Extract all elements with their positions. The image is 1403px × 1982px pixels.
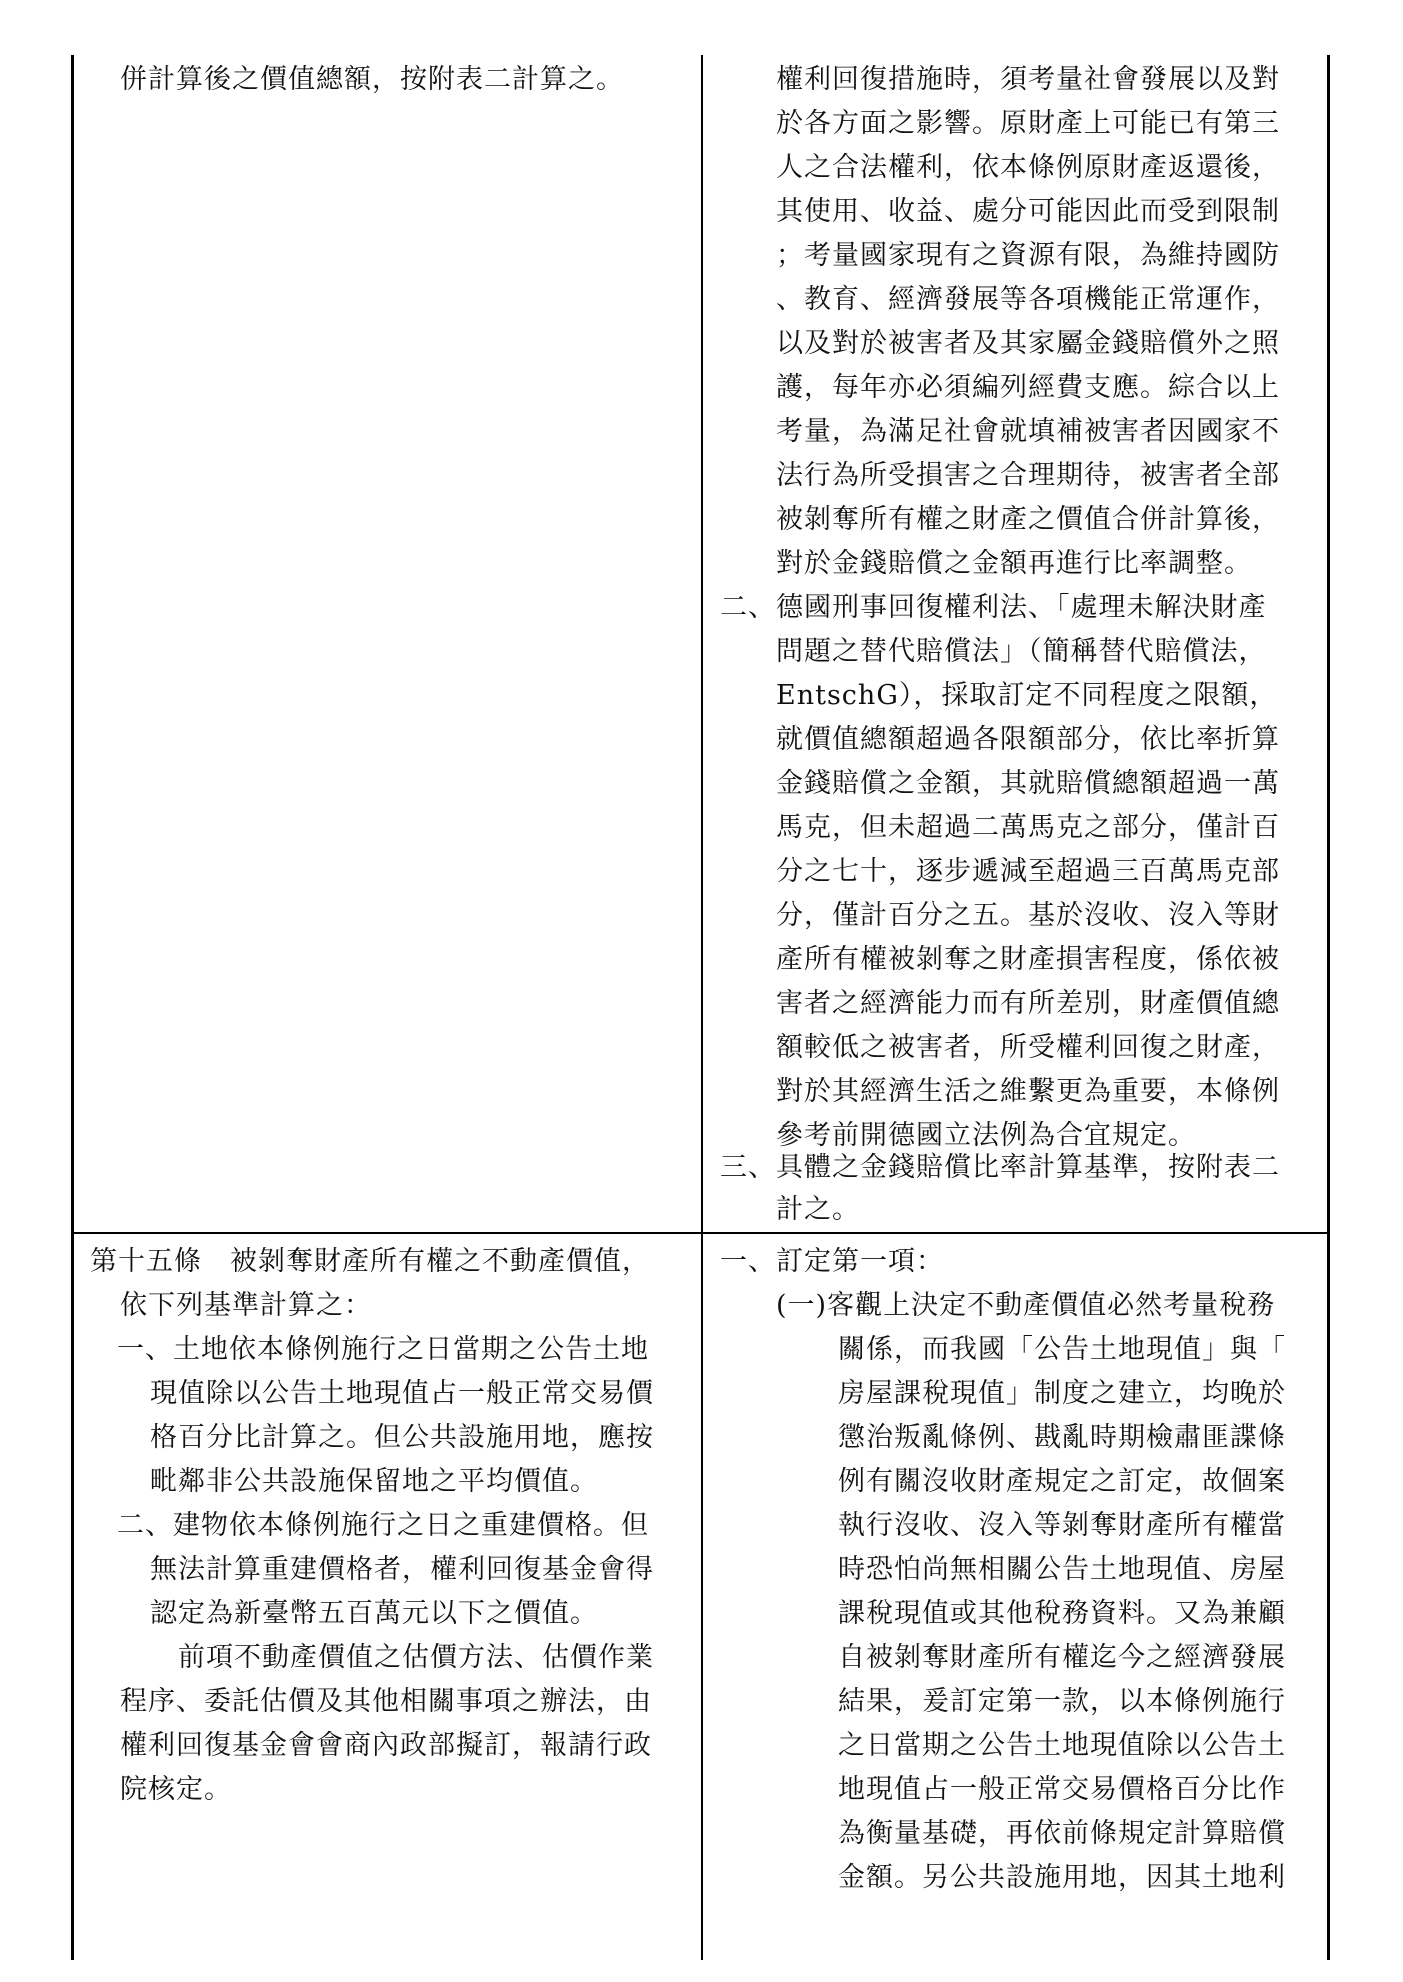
text-line: 計之。 [776, 1194, 860, 1225]
sub-item-1: (一)客觀上決定不動產價值必然考量稅務 [776, 1290, 1276, 1321]
list-item-2: 二、建物依本條例施行之日之重建價格。但 [117, 1510, 649, 1541]
text-line: 額較低之被害者，所受權利回復之財產， [776, 1032, 1280, 1063]
table-right-border [1327, 55, 1330, 1960]
text-line: 自被剝奪財產所有權迄今之經濟發展 [838, 1642, 1286, 1673]
text-line: 對於其經濟生活之維繫更為重要，本條例 [776, 1076, 1280, 1107]
text-line: 院核定。 [120, 1774, 232, 1805]
text-line: 關係，而我國「公告土地現值」與「 [838, 1334, 1286, 1365]
text-line: 問題之替代賠償法」（簡稱替代賠償法， [776, 636, 1267, 667]
text-line: 認定為新臺幣五百萬元以下之價值。 [150, 1598, 598, 1629]
text-line: 、教育、經濟發展等各項機能正常運作， [776, 284, 1280, 315]
text-line: 結果，爰訂定第一款，以本條例施行 [838, 1686, 1286, 1717]
text-line: 以及對於被害者及其家屬金錢賠償外之照 [776, 328, 1280, 359]
text-line: 程序、委託估價及其他相關事項之辦法，由 [120, 1686, 652, 1717]
text-line: 課稅現值或其他稅務資料。又為兼顧 [838, 1598, 1286, 1629]
text-line: 之日當期之公告土地現值除以公告土 [838, 1730, 1286, 1761]
text-line: 房屋課稅現值」制度之建立，均晚於 [838, 1378, 1286, 1409]
paragraph-start: 前項不動產價值之估價方法、估價作業 [178, 1642, 654, 1673]
list-item-2: 二、德國刑事回復權利法、「處理未解決財產 [720, 592, 1267, 623]
text-line: 權利回復基金會會商內政部擬訂，報請行政 [120, 1730, 652, 1761]
text-line: 產所有權被剝奪之財產損害程度，係依被 [776, 944, 1280, 975]
text-line: 併計算後之價值總額，按附表二計算之。 [120, 64, 624, 95]
text-line: 其使用、收益、處分可能因此而受到限制 [776, 196, 1280, 227]
text-line: ；考量國家現有之資源有限，為維持國防 [776, 240, 1280, 271]
text-line: 分，僅計百分之五。基於沒收、沒入等財 [776, 900, 1280, 931]
text-line: 懲治叛亂條例、戡亂時期檢肅匪諜條 [838, 1422, 1286, 1453]
table-left-border [71, 55, 74, 1960]
text-line: 無法計算重建價格者，權利回復基金會得 [150, 1554, 654, 1585]
text-line: 現值除以公告土地現值占一般正常交易價 [150, 1378, 654, 1409]
text-line: 對於金錢賠償之金額再進行比率調整。 [776, 548, 1252, 579]
text-line: 權利回復措施時，須考量社會發展以及對 [776, 64, 1280, 95]
text-line: 於各方面之影響。原財產上可能已有第三 [776, 108, 1280, 139]
list-item-1: 一、訂定第一項： [720, 1246, 944, 1277]
text-line: 依下列基準計算之： [120, 1290, 372, 1321]
text-line: EntschG），採取訂定不同程度之限額， [776, 680, 1278, 711]
list-item-1: 一、土地依本條例施行之日當期之公告土地 [117, 1334, 649, 1365]
text-line: 金錢賠償之金額，其就賠償總額超過一萬 [776, 768, 1280, 799]
text-line: 時恐怕尚無相關公告土地現值、房屋 [838, 1554, 1286, 1585]
text-line: 地現值占一般正常交易價格百分比作 [838, 1774, 1286, 1805]
text-line: 人之合法權利，依本條例原財產返還後， [776, 152, 1280, 183]
text-line: 例有關沒收財產規定之訂定，故個案 [838, 1466, 1286, 1497]
text-line: 參考前開德國立法例為合宜規定。 [776, 1120, 1196, 1151]
text-line: 法行為所受損害之合理期待，被害者全部 [776, 460, 1280, 491]
table-center-border [701, 55, 703, 1960]
text-line: 執行沒收、沒入等剝奪財產所有權當 [838, 1510, 1286, 1541]
text-line: 毗鄰非公共設施保留地之平均價值。 [150, 1466, 598, 1497]
text-line: 被剝奪所有權之財產之價值合併計算後， [776, 504, 1280, 535]
text-line: 為衡量基礎，再依前條規定計算賠償 [838, 1818, 1286, 1849]
text-line: 分之七十，逐步遞減至超過三百萬馬克部 [776, 856, 1280, 887]
text-line: 金額。另公共設施用地，因其土地利 [838, 1862, 1286, 1893]
text-line: 格百分比計算之。但公共設施用地，應按 [150, 1422, 654, 1453]
text-line: 護，每年亦必須編列經費支應。綜合以上 [776, 372, 1280, 403]
text-line: 馬克，但未超過二萬馬克之部分，僅計百 [776, 812, 1280, 843]
row-divider [71, 1232, 1330, 1234]
text-line: 就價值總額超過各限額部分，依比率折算 [776, 724, 1280, 755]
text-line: 害者之經濟能力而有所差別，財產價值總 [776, 988, 1280, 1019]
article-heading: 第十五條 被剝奪財產所有權之不動產價值， [90, 1246, 650, 1277]
list-item-3: 三、具體之金錢賠償比率計算基準，按附表二 [720, 1152, 1280, 1183]
text-line: 考量，為滿足社會就填補被害者因國家不 [776, 416, 1280, 447]
